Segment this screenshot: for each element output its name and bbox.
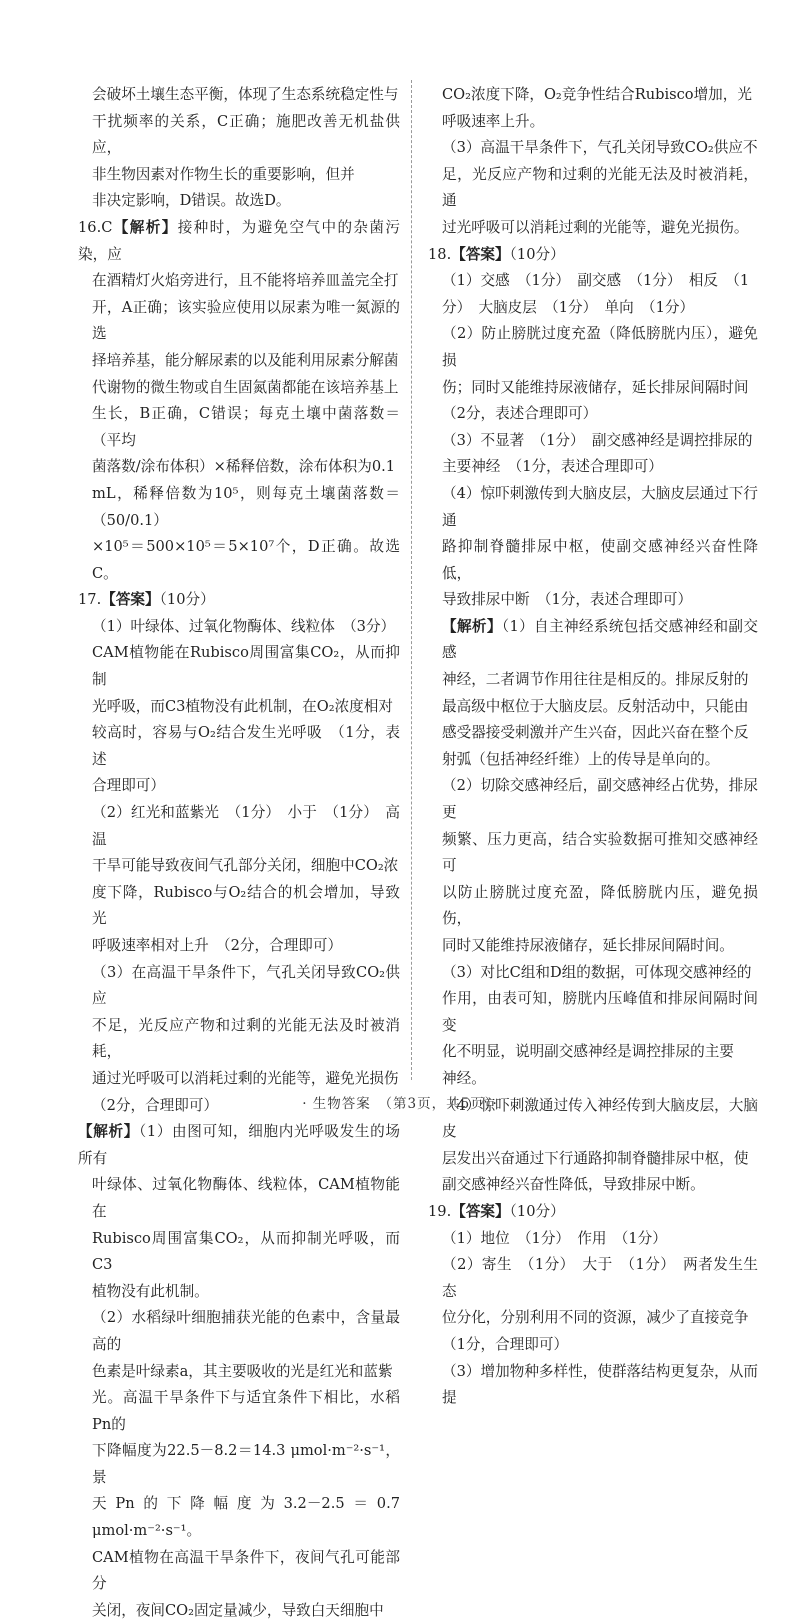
- text-line: 频繁、压力更高，结合实验数据可推知交感神经可: [442, 830, 758, 875]
- text-line: 合理即可）: [92, 777, 165, 795]
- text-line: 代谢物的微生物或自生固氮菌都能在该培养基上: [92, 378, 399, 396]
- analysis-tag: 【解析】: [442, 617, 502, 635]
- text-line: 菌落数/涂布体积）×稀释倍数，涂布体积为0.1: [92, 458, 396, 476]
- text-line: 下降幅度为22.5－8.2＝14.3 μmol·m⁻²·s⁻¹，景: [92, 1442, 400, 1486]
- analysis-tag: 【解析】: [78, 1123, 139, 1141]
- text-line: （1）叶绿体、过氧化物酶体、线粒体 （3分）: [92, 617, 396, 635]
- text-line: 生长，B正确，C错误；每克土壤中菌落数＝（平均: [92, 405, 400, 449]
- text-line: （3）增加物种多样性，使群落结构更复杂，从而提: [442, 1362, 758, 1407]
- question-number: 16.C: [78, 218, 113, 236]
- text-line: 非生物因素对作物生长的重要影响，但并: [92, 165, 355, 183]
- text-line: 色素是叶绿素a，其主要吸收的光是红光和蓝紫: [92, 1362, 393, 1380]
- text-line: 度下降，Rubisco与O₂结合的机会增加，导致光: [92, 883, 400, 928]
- text-line: （3）高温干旱条件下，气孔关闭导致CO₂供应不: [442, 139, 758, 157]
- text-line: 会破坏土壤生态平衡，体现了生态系统稳定性与: [92, 86, 399, 103]
- text-line: （1分，合理即可）: [442, 1335, 569, 1353]
- text-line: 神经。: [442, 1069, 486, 1087]
- question-number: 18.: [428, 245, 452, 263]
- score: （10分）: [159, 591, 215, 609]
- text-line: 植物没有此机制。: [92, 1282, 209, 1300]
- text-line: mL，稀释倍数为10⁵，则每克土壤菌落数＝（50/0.1）: [92, 484, 400, 529]
- text-line: 同时又能维持尿液储存，延长排尿间隔时间。: [442, 937, 734, 954]
- continued-text-left: [78, 82, 400, 215]
- text-line: 路抑制脊髓排尿中枢，使副交感神经兴奋性降低，: [442, 538, 758, 582]
- left-column: [78, 82, 400, 1624]
- right-column: [428, 82, 758, 1412]
- text-line: （3）不显著 （1分） 副交感神经是调控排尿的: [442, 431, 753, 449]
- text-line: 天Pn的下降幅度为3.2－2.5＝0.7 μmol·m⁻²·s⁻¹。: [92, 1495, 400, 1540]
- text-line: 干扰频率的关系，C正确；施肥改善无机盐供应，: [92, 112, 400, 157]
- text-line: 关闭，夜间CO₂固定量减少，导致白天细胞中: [92, 1601, 384, 1619]
- text-line: （3）在高温干旱条件下，气孔关闭导致CO₂供应: [92, 963, 400, 1008]
- text-line: Rubisco周围富集CO₂，从而抑制光呼吸，而C3: [92, 1229, 400, 1274]
- text-line: 光。高温干旱条件下与适宜条件下相比，水稻Pn的: [92, 1389, 400, 1433]
- text-line: 作用，由表可知，膀胱内压峰值和排尿间隔时间变: [442, 990, 758, 1034]
- page-footer: · 生物答案 （第3页，共5页）·: [302, 1096, 498, 1112]
- text-line: 伤；同时又能维持尿液储存，延长排尿间隔时间: [442, 378, 749, 396]
- text-line: 神经，二者调节作用往往是相反的。排尿反射的: [442, 671, 749, 689]
- text-line: （1）地位 （1分） 作用 （1分）: [442, 1229, 667, 1247]
- text-line: 以防止膀胱过度充盈，降低膀胱内压，避免损伤，: [442, 883, 758, 928]
- text-line: 过光呼吸可以消耗过剩的光能等，避免光损伤。: [442, 218, 749, 236]
- question-19: [428, 1199, 758, 1412]
- text-line: （2）防止膀胱过度充盈（降低膀胱内压），避免损: [442, 325, 758, 369]
- text-line: 较高时，容易与O₂结合发生光呼吸 （1分，表述: [92, 724, 400, 768]
- text-line: CAM植物在高温干旱条件下，夜间气孔可能部分: [92, 1548, 400, 1593]
- text-line: （1）由图可知，细胞内光呼吸发生的场所有: [78, 1123, 400, 1167]
- text-line: 导致排尿中断 （1分，表述合理即可）: [442, 591, 693, 609]
- text-line: （3）对比C组和D组的数据，可体现交感神经的: [442, 963, 752, 981]
- answer-tag: 【答案】: [101, 591, 160, 609]
- answer-tag: 【答案】: [451, 1202, 510, 1220]
- text-line: （4）惊吓刺激通过传入神经传到大脑皮层，大脑皮: [442, 1096, 758, 1141]
- text-line: （2分，表述合理即可）: [442, 405, 598, 423]
- text-line: 足，光反应产物和过剩的光能无法及时被消耗，通: [442, 165, 758, 210]
- text-line: （4）惊吓刺激传到大脑皮层，大脑皮层通过下行通: [442, 484, 758, 529]
- text-line: 感受器接受刺激并产生兴奋，因此兴奋在整个反: [442, 724, 749, 742]
- text-line: （2分，合理即可）: [92, 1096, 219, 1114]
- text-line: （1）自主神经系统包括交感神经和副交感: [442, 617, 758, 662]
- text-line: 开，A正确；该实验应使用以尿素为唯一氮源的选: [92, 298, 400, 343]
- question-18: [428, 242, 758, 1199]
- text-line: 叶绿体、过氧化物酶体、线粒体，CAM植物能在: [92, 1176, 400, 1220]
- text-line: 化不明显，说明副交感神经是调控排尿的主要: [442, 1043, 734, 1061]
- text-line: 非决定影响，D错误。故选D。: [92, 192, 291, 210]
- text-line: （2）寄生 （1分） 大于 （1分） 两者发生生态: [442, 1256, 758, 1300]
- text-line: 通过光呼吸可以消耗过剩的光能等，避免光损伤: [92, 1069, 399, 1087]
- text-line: CAM植物能在Rubisco周围富集CO₂，从而抑制: [92, 644, 400, 689]
- text-line: （2）水稻绿叶细胞捕获光能的色素中，含量最高的: [92, 1309, 400, 1353]
- text-line: （2）切除交感神经后，副交感神经占优势，排尿更: [442, 777, 758, 822]
- question-16: [78, 215, 400, 587]
- text-line: CO₂浓度下降，O₂竞争性结合Rubisco增加，光: [442, 86, 752, 103]
- text-line: 光呼吸，而C3植物没有此机制，在O₂浓度相对: [92, 697, 393, 715]
- answer-tag: 【答案】: [451, 245, 510, 263]
- text-line: 主要神经 （1分，表述合理即可）: [442, 458, 663, 476]
- text-line: 副交感神经兴奋性降低，导致排尿中断。: [442, 1176, 705, 1194]
- text-line: ×10⁵＝500×10⁵＝5×10⁷个，D正确。故选C。: [92, 538, 400, 582]
- text-line: 干旱可能导致夜间气孔部分关闭，细胞中CO₂浓: [92, 857, 399, 875]
- text-line: 位分化，分别利用不同的资源，减少了直接竞争: [442, 1309, 749, 1327]
- text-line: 最高级中枢位于大脑皮层。反射活动中，只能由: [442, 697, 749, 715]
- text-line: 呼吸速率相对上升 （2分，合理即可）: [92, 937, 343, 954]
- analysis-tag: 【解析】: [112, 218, 178, 236]
- text-line: （1）交感 （1分） 副交感 （1分） 相反 （1: [442, 272, 750, 290]
- column-divider: [411, 80, 412, 1080]
- continued-text-right: [428, 82, 758, 242]
- text-line: 接种时，为避免空气中的杂菌污染，应: [78, 218, 400, 263]
- text-line: 呼吸速率上升。: [442, 112, 545, 130]
- text-line: 择培养基，能分解尿素的以及能利用尿素分解菌: [92, 351, 399, 369]
- text-line: （2）红光和蓝紫光 （1分） 小于 （1分） 高温: [92, 804, 400, 848]
- text-line: 射弧（包括神经纤维）上的传导是单向的。: [442, 750, 720, 768]
- question-number: 17.: [78, 591, 102, 609]
- score: （10分）: [509, 1202, 565, 1220]
- text-line: 在酒精灯火焰旁进行，且不能将培养皿盖完全打: [92, 272, 399, 290]
- text-line: 不足，光反应产物和过剩的光能无法及时被消耗，: [92, 1016, 400, 1061]
- text-line: 分） 大脑皮层 （1分） 单向 （1分）: [442, 298, 695, 316]
- text-line: 层发出兴奋通过下行通路抑制脊髓排尿中枢，使: [442, 1149, 749, 1167]
- question-number: 19.: [428, 1202, 452, 1220]
- score: （10分）: [509, 245, 565, 263]
